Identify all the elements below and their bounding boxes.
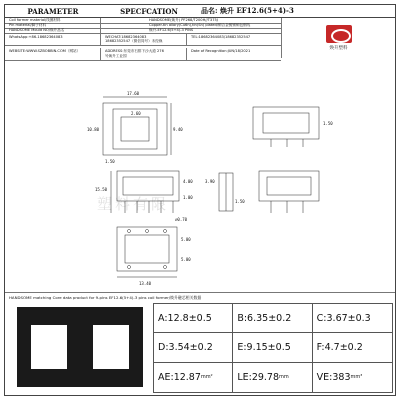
dim-label-bottom-pitch: 5.00: [181, 257, 191, 262]
dim-label-bottom-pin: 5.00: [181, 237, 191, 242]
spec-header: [5, 5, 395, 18]
bottom-view-outline: [117, 227, 177, 271]
core-dim-cell: VE: 383 mm³: [316, 371, 363, 383]
core-dim-cell: C: 3.67±0.3: [313, 304, 392, 333]
core-bottom-bar: [17, 369, 143, 387]
dim-label-top-width: 17.60: [127, 91, 140, 96]
spec-row-value: 焕升-EF12.6(5+4)-3 PINS: [149, 28, 194, 32]
core-dimensions-table: [153, 303, 393, 393]
address-text: [101, 48, 187, 60]
core-window-left: [33, 329, 65, 365]
bottom-view-pin-hole: [164, 266, 167, 269]
dim-label-top-height-right: 9.40: [173, 127, 183, 132]
dim-label-bottom-width: 13.40: [139, 281, 152, 286]
core-dim-cell: F: 4.7±0.2: [313, 333, 392, 362]
core-data-title: HANDSOME matching Core data product for 9-pins EF12.6(5+4)-3 pins coil former/焕升磁芯相关数据: [9, 295, 202, 300]
contact-row-1: [5, 34, 281, 46]
technical-drawing: [5, 79, 395, 293]
spec-row-label: Pin material/脚子材料: [5, 23, 101, 28]
bottom-view-pin-hole: [146, 230, 149, 233]
dim-label-front-height: 15.50: [95, 187, 108, 192]
core-dim-cell: LE: 29.78 mm: [233, 363, 312, 392]
company-logo: [281, 18, 395, 58]
bottom-view-pin-hole: [164, 230, 167, 233]
spec-row-value: Copper-tin allory(Cu6n),tin(Sn) plated/铜合金镀锡铜包钢线: [149, 23, 251, 27]
dim-label-side-h2: 1.50: [235, 199, 245, 204]
wechat-text: [101, 34, 187, 45]
core-cross-section: [11, 303, 149, 391]
parameter-heading: PARAMETER: [27, 6, 79, 16]
dim-label-side-right: 1.50: [323, 121, 333, 126]
logo-text: 焕升塑料: [329, 46, 348, 51]
core-dim-cell: E: 9.15±0.5: [233, 333, 312, 362]
dim-label-top-height-left: 10.80: [87, 127, 100, 132]
spec-sheet: [4, 4, 396, 396]
website-text: WEBSITE:WWW.SZBOBBIN.COM（网站）: [5, 48, 101, 60]
wechat-line-2: 18682352547（微信同号）未经焕: [105, 39, 163, 43]
drawing-svg: [5, 79, 395, 293]
dim-label-front-pin: ∅0.70: [175, 217, 188, 222]
dim-label-front-step: 1.00: [183, 195, 193, 200]
dim-label-top-inner: 2.60: [131, 111, 141, 116]
contact-row-2: [5, 48, 281, 61]
address-line-2: 号焕升工业园: [105, 54, 127, 58]
bottom-view-inner: [125, 235, 169, 263]
watermark-text: 塑料有限: [97, 195, 170, 213]
spec-row-label: Coil former material/线圈材料: [5, 18, 101, 23]
iso-view-inner: [267, 177, 311, 195]
core-window-right: [95, 329, 127, 365]
spec-row-label: HANDSOME Mould NO/焕升品名: [5, 28, 101, 33]
dim-label-top-side: 1.50: [105, 159, 115, 164]
core-dim-cell: A: 12.8±0.5: [154, 304, 233, 333]
wechat-line-1: WECHAT:18682364083: [105, 35, 147, 39]
specification-heading: SPECFCATION: [120, 6, 178, 16]
part-name: 品名: 焕升 EF12.6(5+4)-3: [201, 6, 294, 15]
dim-label-side-h1: 3.90: [205, 179, 215, 184]
bottom-view-pin-hole: [128, 230, 131, 233]
top-view-core-window: [121, 117, 149, 141]
tel-text: TEL:18682364083/18682352547: [191, 35, 251, 39]
spec-row-value: HANDSOME(焕升) PF268/T200H//T375J: [149, 18, 218, 22]
date-text: Date of Recognition:JUN/18/2021: [191, 49, 251, 53]
dim-label-front-inner: 4.00: [183, 179, 193, 184]
logo-icon: [326, 25, 352, 43]
core-dim-cell: D: 3.54±0.2: [154, 333, 233, 362]
iso-view-outline: [259, 171, 319, 201]
core-dim-cell: AE: 12.87 mm²: [154, 363, 233, 392]
side-view-inner: [263, 113, 309, 133]
address-line-1: ADDRESS:东莞市石排下沙大道 276: [105, 49, 164, 53]
core-dim-cell: B: 6.35±0.2: [233, 304, 312, 333]
whatsapp-text: WhatsApp:+86-18682364083: [5, 34, 101, 45]
bottom-view-pin-hole: [128, 266, 131, 269]
